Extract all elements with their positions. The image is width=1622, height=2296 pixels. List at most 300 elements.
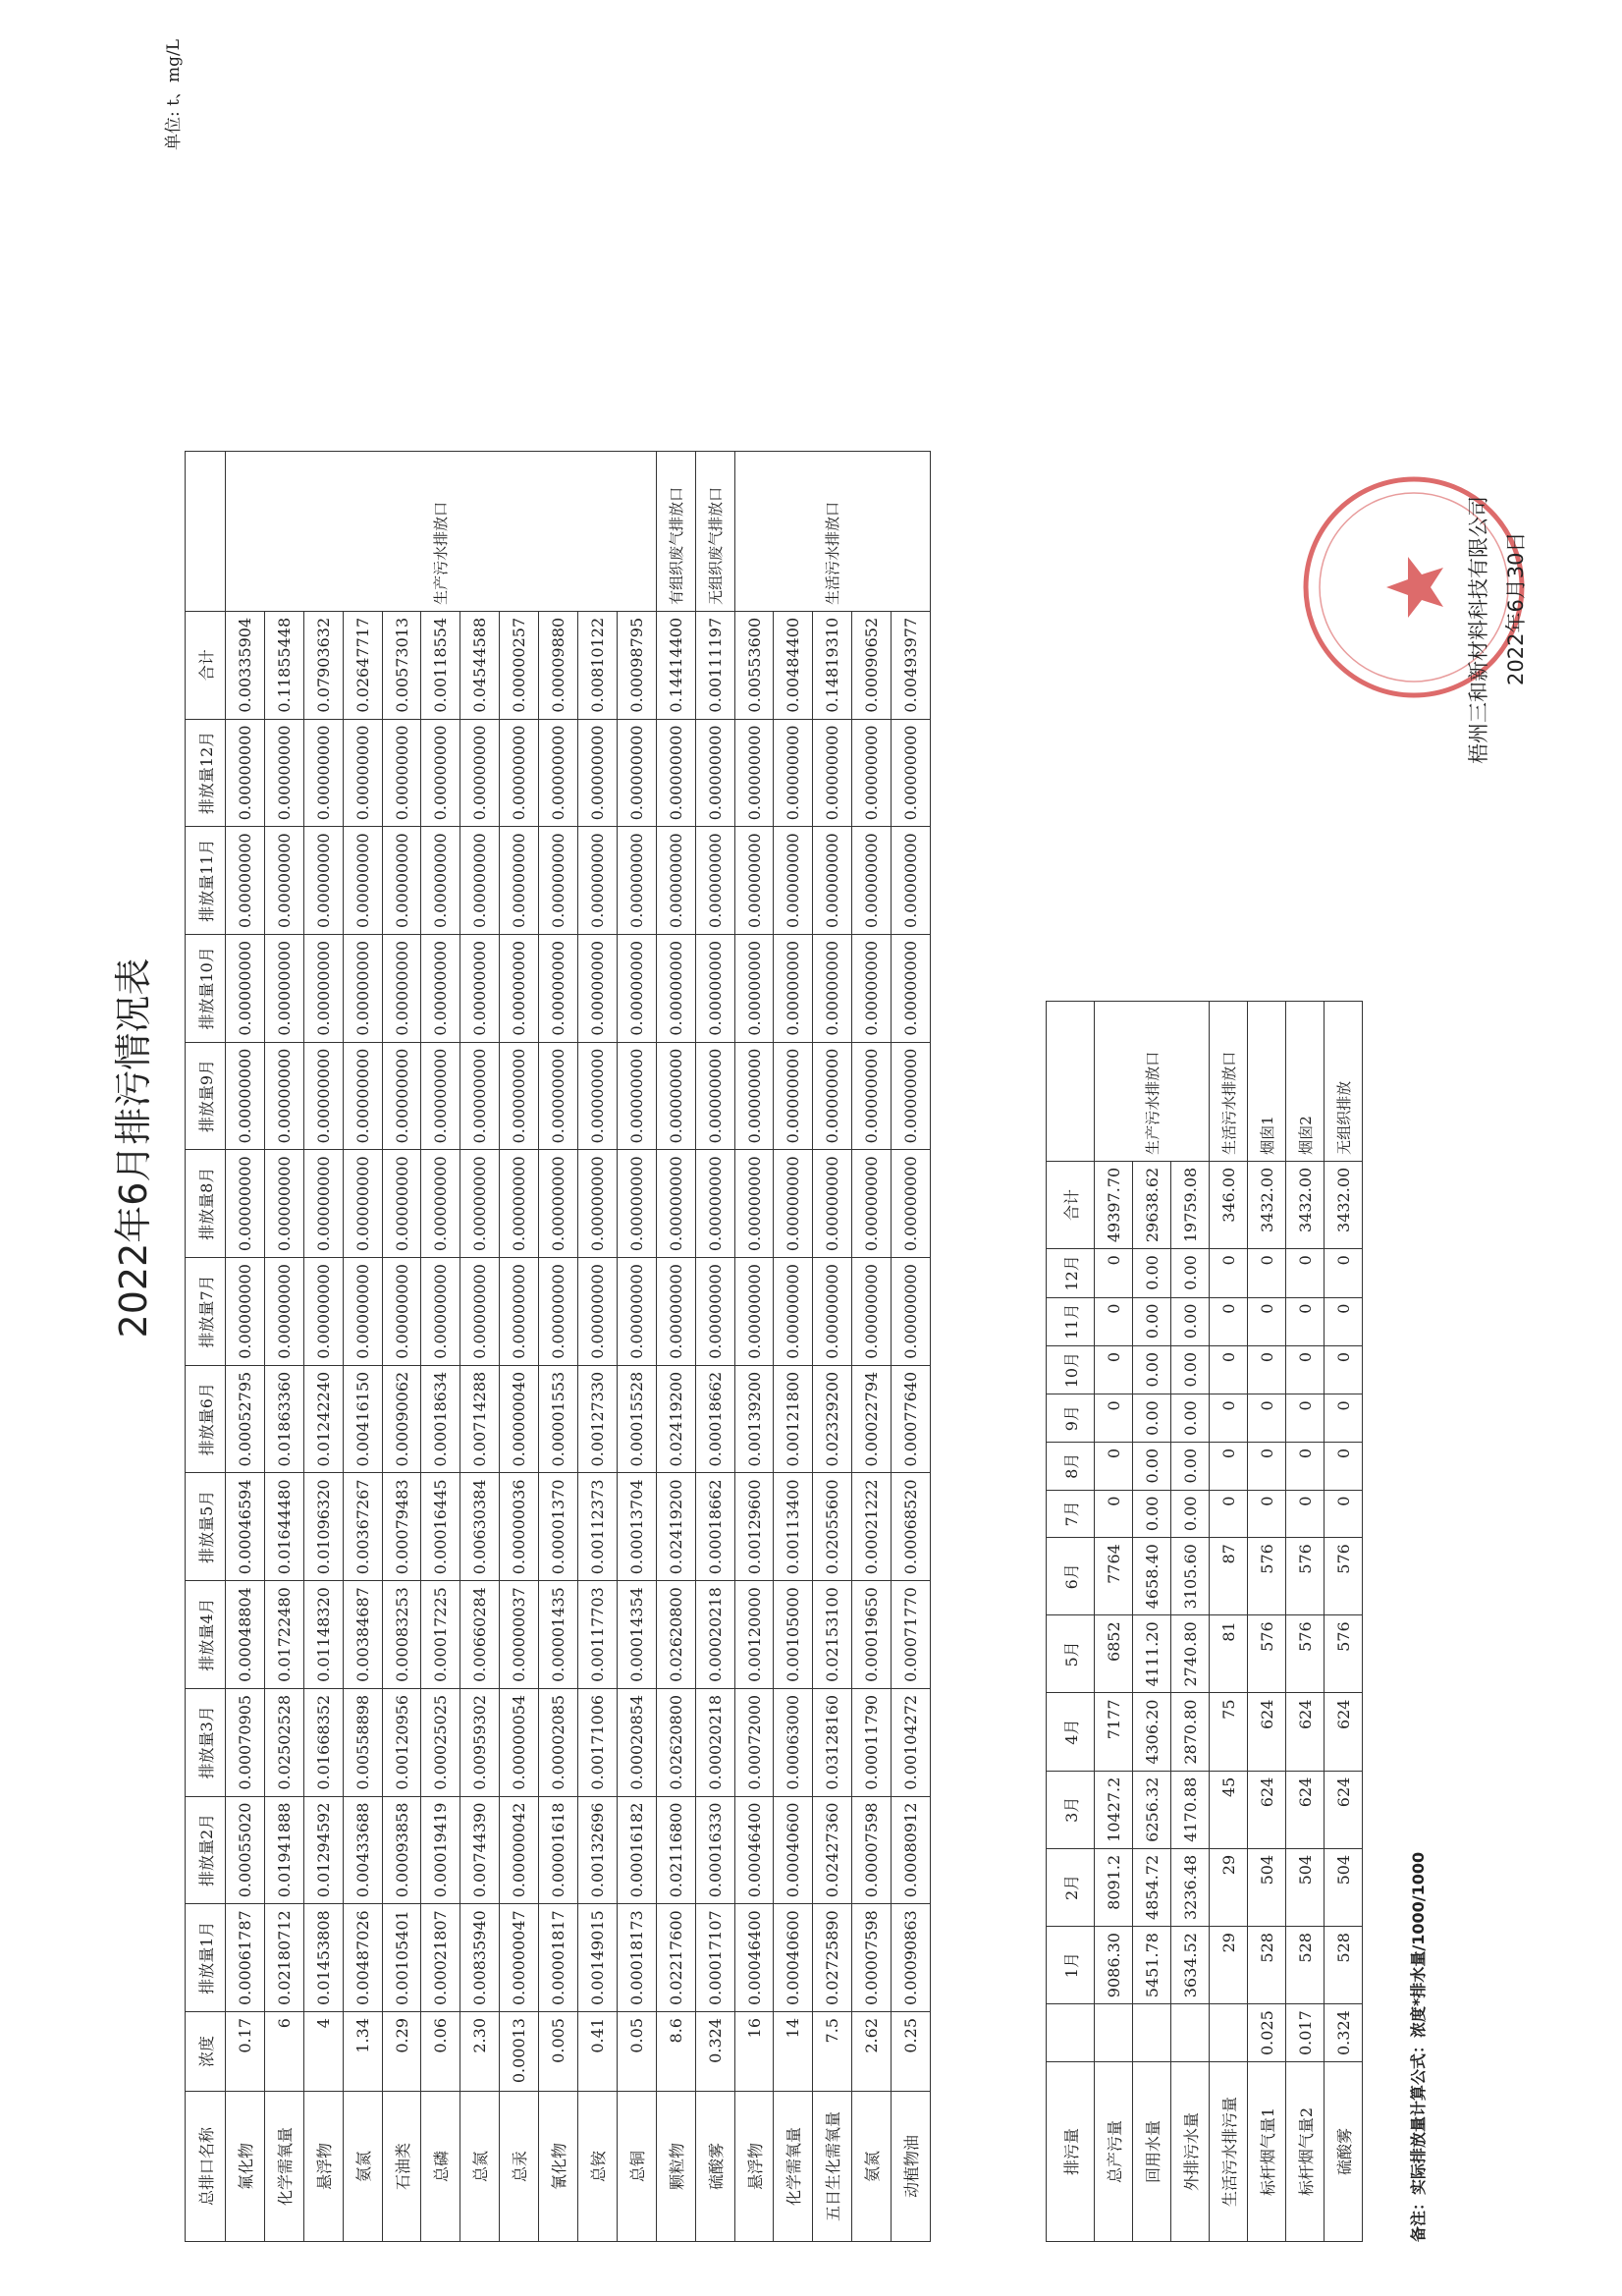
monthly-emission: 0.00000000 [774, 1150, 813, 1258]
monthly-emission: 0.00046400 [734, 1796, 774, 1904]
monthly-volume: 0 [1286, 1249, 1325, 1297]
outlet-name: 生活污水排放口 [1210, 1001, 1248, 1161]
monthly-emission: 0.00000000 [578, 1258, 618, 1366]
monthly-volume: 6256.32 [1133, 1771, 1171, 1848]
table-row [1325, 1001, 1363, 2241]
monthly-emission: 0.00000000 [774, 719, 813, 827]
volume-name: 生活污水排污量 [1210, 2062, 1248, 2242]
company-name: 梧州三和新材料科技有限公司 [1467, 496, 1490, 764]
table-row [1210, 1001, 1248, 2241]
column-header: 排放量9月 [186, 1042, 226, 1150]
monthly-emission: 0.00000000 [421, 934, 460, 1042]
table-row [1133, 1001, 1171, 2241]
monthly-volume: 0 [1210, 1345, 1248, 1394]
monthly-emission: 0.00000000 [421, 827, 460, 935]
monthly-volume: 576 [1248, 1615, 1286, 1693]
monthly-emission: 0.02329200 [813, 1365, 852, 1473]
column-header: 4月 [1047, 1693, 1095, 1771]
monthly-emission: 0.00018662 [695, 1473, 734, 1581]
monthly-volume: 0 [1095, 1394, 1133, 1443]
monthly-volume: 576 [1325, 1615, 1363, 1693]
document-date: 2022年6月30日 [1504, 531, 1528, 685]
table-row [734, 451, 774, 2241]
total-volume: 3432.00 [1286, 1161, 1325, 1248]
monthly-emission: 0.00367267 [343, 1473, 382, 1581]
pollutant-name: 悬浮物 [734, 2092, 774, 2242]
monthly-emission: 0.00000000 [734, 719, 774, 827]
concentration [1171, 2004, 1210, 2062]
monthly-emission: 0.00000000 [734, 1042, 774, 1150]
concentration: 0.17 [226, 2012, 265, 2092]
monthly-emission: 0.00630384 [460, 1473, 500, 1581]
table-row [1171, 1001, 1210, 2241]
monthly-emission: 0.00000000 [303, 827, 343, 935]
volume-name: 外排污水量 [1171, 2062, 1210, 2242]
monthly-emission: 0.02419200 [656, 1365, 695, 1473]
monthly-emission: 0.00007598 [852, 1904, 892, 2012]
document-title: 2022年6月排污情况表 [112, 957, 155, 1339]
monthly-emission: 0.00000000 [264, 1258, 303, 1366]
monthly-emission: 0.00139200 [734, 1365, 774, 1473]
monthly-emission: 0.00090863 [892, 1904, 931, 2012]
column-header: 8月 [1047, 1442, 1095, 1490]
monthly-emission: 0.00000000 [539, 719, 578, 827]
monthly-emission: 0.00744390 [460, 1796, 500, 1904]
outlet-name: 无组织排放 [1325, 1001, 1363, 1161]
volume-name: 标杆烟气量2 [1286, 2062, 1325, 2242]
concentration: 0.324 [1325, 2004, 1363, 2062]
column-header-outlet [186, 451, 226, 611]
concentration: 2.62 [852, 2012, 892, 2092]
concentration [1095, 2004, 1133, 2062]
monthly-emission: 0.02502528 [264, 1688, 303, 1796]
monthly-emission: 0.01941888 [264, 1796, 303, 1904]
monthly-emission: 0.00000000 [813, 719, 852, 827]
monthly-emission: 0.02153100 [813, 1581, 852, 1689]
monthly-emission: 0.00020218 [695, 1688, 734, 1796]
total-volume: 49397.70 [1095, 1161, 1133, 1248]
monthly-emission: 0.00416150 [343, 1365, 382, 1473]
monthly-emission: 0.00000000 [695, 827, 734, 935]
pollutant-name: 氟化物 [226, 2092, 265, 2242]
monthly-volume: 7764 [1095, 1538, 1133, 1615]
pollutant-name: 氨氮 [852, 2092, 892, 2242]
monthly-emission: 0.00072000 [734, 1688, 774, 1796]
outlet-name: 烟囱2 [1286, 1001, 1325, 1161]
total-emission: 0.00573013 [382, 611, 421, 719]
monthly-volume: 528 [1325, 1927, 1363, 2004]
pollutant-name: 总汞 [500, 2092, 539, 2242]
pollutant-name: 石油类 [382, 2092, 421, 2242]
monthly-emission: 0.00384687 [343, 1581, 382, 1689]
concentration: 0.324 [695, 2012, 734, 2092]
monthly-emission: 0.00090062 [382, 1365, 421, 1473]
concentration: 0.25 [892, 2012, 931, 2092]
column-header-outlet [1047, 1001, 1095, 1161]
monthly-emission: 0.02419200 [656, 1473, 695, 1581]
table-row [617, 451, 656, 2241]
total-emission: 0.00009880 [539, 611, 578, 719]
outlet-name: 生产污水排放口 [1095, 1001, 1210, 1161]
table-row [303, 451, 343, 2241]
monthly-emission: 0.00071770 [892, 1581, 931, 1689]
monthly-volume: 0.00 [1133, 1297, 1171, 1345]
monthly-emission: 0.00000000 [539, 1150, 578, 1258]
outlet-name: 烟囱1 [1248, 1001, 1286, 1161]
column-header: 6月 [1047, 1538, 1095, 1615]
monthly-emission: 0.00000000 [303, 1258, 343, 1366]
table-row [774, 451, 813, 2241]
monthly-emission: 0.00000000 [226, 719, 265, 827]
monthly-emission: 0.00000000 [539, 1042, 578, 1150]
column-header: 排放量11月 [186, 827, 226, 935]
monthly-emission: 0.00080912 [892, 1796, 931, 1904]
monthly-emission: 0.00835940 [460, 1904, 500, 2012]
pollutant-name: 硫酸雾 [695, 2092, 734, 2242]
monthly-emission: 0.00000000 [226, 1258, 265, 1366]
concentration: 0.05 [617, 2012, 656, 2092]
monthly-emission: 0.00021807 [421, 1904, 460, 2012]
column-header: 排放量8月 [186, 1150, 226, 1258]
monthly-emission: 0.00022794 [852, 1365, 892, 1473]
volume-name: 回用水量 [1133, 2062, 1171, 2242]
monthly-volume: 0.00 [1171, 1490, 1210, 1538]
monthly-volume: 624 [1248, 1693, 1286, 1771]
monthly-emission: 0.00000000 [578, 1042, 618, 1150]
monthly-emission: 0.00055020 [226, 1796, 265, 1904]
monthly-emission: 0.00000000 [892, 934, 931, 1042]
pollutant-name: 五日生化需氧量 [813, 2092, 852, 2242]
pollutant-name: 悬浮物 [303, 2092, 343, 2242]
monthly-volume: 0.00 [1171, 1249, 1210, 1297]
column-header: 排放量4月 [186, 1581, 226, 1689]
monthly-volume: 0 [1210, 1249, 1248, 1297]
monthly-emission: 0.00000000 [539, 827, 578, 935]
column-header: 排污量 [1047, 2062, 1095, 2242]
monthly-emission: 0.00000000 [892, 1042, 931, 1150]
concentration: 0.017 [1286, 2004, 1325, 2062]
monthly-emission: 0.00063000 [774, 1688, 813, 1796]
monthly-volume: 0 [1248, 1394, 1286, 1443]
monthly-emission: 0.00000000 [303, 934, 343, 1042]
total-emission: 0.07903632 [303, 611, 343, 719]
monthly-volume: 504 [1286, 1848, 1325, 1926]
monthly-emission: 0.03128160 [813, 1688, 852, 1796]
monthly-emission: 0.00000000 [578, 719, 618, 827]
monthly-emission: 0.00000000 [343, 934, 382, 1042]
monthly-emission: 0.00000000 [892, 719, 931, 827]
monthly-emission: 0.00000040 [500, 1365, 539, 1473]
concentration [1133, 2004, 1171, 2062]
column-header: 排放量10月 [186, 934, 226, 1042]
pollutant-name: 总铜 [617, 2092, 656, 2242]
column-header: 浓度 [186, 2012, 226, 2092]
monthly-emission: 0.00018662 [695, 1365, 734, 1473]
monthly-volume: 576 [1286, 1538, 1325, 1615]
column-header: 排放量5月 [186, 1473, 226, 1581]
monthly-volume: 0 [1210, 1490, 1248, 1538]
column-header: 排放量6月 [186, 1365, 226, 1473]
monthly-emission: 0.00016445 [421, 1473, 460, 1581]
monthly-emission: 0.00000000 [852, 1150, 892, 1258]
monthly-emission: 0.00000000 [656, 934, 695, 1042]
concentration: 0.29 [382, 2012, 421, 2092]
monthly-emission: 0.00112373 [578, 1473, 618, 1581]
monthly-volume: 0.00 [1133, 1249, 1171, 1297]
monthly-emission: 0.00000000 [852, 934, 892, 1042]
table-row [695, 451, 734, 2241]
column-header [1047, 2004, 1095, 2062]
monthly-emission: 0.00016330 [695, 1796, 734, 1904]
monthly-emission: 0.00001618 [539, 1796, 578, 1904]
monthly-emission: 0.00020218 [695, 1581, 734, 1689]
total-emission: 0.00484400 [774, 611, 813, 719]
total-emission: 0.00118554 [421, 611, 460, 719]
total-emission: 0.02647717 [343, 611, 382, 719]
monthly-emission: 0.00000000 [734, 1150, 774, 1258]
monthly-emission: 0.00000000 [617, 1258, 656, 1366]
monthly-emission: 0.00017225 [421, 1581, 460, 1689]
monthly-emission: 0.00000000 [303, 719, 343, 827]
monthly-emission: 0.00019650 [852, 1581, 892, 1689]
monthly-emission: 0.00070905 [226, 1688, 265, 1796]
monthly-emission: 0.00061787 [226, 1904, 265, 2012]
monthly-volume: 45 [1210, 1771, 1248, 1848]
monthly-emission: 0.00000000 [226, 1150, 265, 1258]
concentration: 0.025 [1248, 2004, 1286, 2062]
monthly-volume: 0 [1325, 1297, 1363, 1345]
table-row [500, 451, 539, 2241]
emission-table-header [186, 451, 226, 2241]
monthly-volume: 624 [1286, 1771, 1325, 1848]
monthly-volume: 0 [1095, 1490, 1133, 1538]
monthly-emission: 0.00000000 [695, 1042, 734, 1150]
table-row [382, 451, 421, 2241]
monthly-emission: 0.00052795 [226, 1365, 265, 1473]
outlet-name: 无组织废气排放口 [695, 451, 734, 611]
monthly-volume: 9086.30 [1095, 1927, 1133, 2004]
monthly-volume: 0 [1325, 1345, 1363, 1394]
column-header: 排放量3月 [186, 1688, 226, 1796]
monthly-emission: 0.00000000 [852, 1042, 892, 1150]
monthly-volume: 0 [1286, 1394, 1325, 1443]
monthly-emission: 0.00020854 [617, 1688, 656, 1796]
monthly-emission: 0.00120956 [382, 1688, 421, 1796]
monthly-volume: 6852 [1095, 1615, 1133, 1693]
monthly-emission: 0.00000000 [695, 719, 734, 827]
monthly-emission: 0.02427360 [813, 1796, 852, 1904]
monthly-emission: 0.00132696 [578, 1796, 618, 1904]
monthly-emission: 0.00000000 [617, 1150, 656, 1258]
monthly-emission: 0.00000000 [382, 1258, 421, 1366]
monthly-emission: 0.00000000 [382, 1042, 421, 1150]
monthly-emission: 0.00083253 [382, 1581, 421, 1689]
outlet-name: 有组织废气排放口 [656, 451, 695, 611]
total-emission: 0.14414400 [656, 611, 695, 719]
monthly-emission: 0.00714288 [460, 1365, 500, 1473]
monthly-volume: 0 [1095, 1297, 1133, 1345]
monthly-volume: 2870.80 [1171, 1693, 1210, 1771]
monthly-emission: 0.00000042 [500, 1796, 539, 1904]
table-row [1095, 1001, 1133, 2241]
monthly-emission: 0.00002085 [539, 1688, 578, 1796]
monthly-emission: 0.01453808 [303, 1904, 343, 2012]
monthly-emission: 0.02180712 [264, 1904, 303, 2012]
monthly-emission: 0.00000000 [500, 1258, 539, 1366]
monthly-emission: 0.00000000 [656, 1150, 695, 1258]
concentration [1210, 2004, 1248, 2062]
concentration: 0.41 [578, 2012, 618, 2092]
monthly-emission: 0.00016182 [617, 1796, 656, 1904]
column-header: 9月 [1047, 1394, 1095, 1443]
monthly-emission: 0.00000000 [774, 934, 813, 1042]
monthly-emission: 0.00000000 [852, 1258, 892, 1366]
monthly-emission: 0.00000000 [460, 827, 500, 935]
monthly-emission: 0.00018173 [617, 1904, 656, 2012]
pollutant-name: 氰化物 [539, 2092, 578, 2242]
column-header: 合计 [1047, 1161, 1095, 1248]
monthly-emission: 0.02116800 [656, 1796, 695, 1904]
total-emission: 0.00111197 [695, 611, 734, 719]
monthly-volume: 0 [1095, 1442, 1133, 1490]
column-header: 总排口名称 [186, 2092, 226, 2242]
monthly-emission: 0.00000000 [617, 1042, 656, 1150]
column-header: 5月 [1047, 1615, 1095, 1693]
monthly-volume: 8091.2 [1095, 1848, 1133, 1926]
concentration: 14 [774, 2012, 813, 2092]
monthly-emission: 0.00040600 [774, 1796, 813, 1904]
monthly-emission: 0.00014354 [617, 1581, 656, 1689]
monthly-emission: 0.00105401 [382, 1904, 421, 2012]
monthly-emission: 0.00000000 [578, 827, 618, 935]
monthly-emission: 0.00171006 [578, 1688, 618, 1796]
monthly-emission: 0.00120000 [734, 1581, 774, 1689]
company-seal [1296, 469, 1532, 705]
monthly-volume: 0.00 [1133, 1442, 1171, 1490]
column-header: 排放量2月 [186, 1796, 226, 1904]
monthly-emission: 0.00000000 [343, 827, 382, 935]
monthly-volume: 4306.20 [1133, 1693, 1171, 1771]
monthly-volume: 5451.78 [1133, 1927, 1171, 2004]
monthly-emission: 0.00000000 [264, 934, 303, 1042]
monthly-volume: 576 [1248, 1538, 1286, 1615]
monthly-emission: 0.01668352 [303, 1688, 343, 1796]
outlet-name: 生活污水排放口 [734, 451, 930, 611]
total-volume: 3432.00 [1248, 1161, 1286, 1248]
monthly-emission: 0.00000000 [539, 1258, 578, 1366]
monthly-emission: 0.00000000 [656, 719, 695, 827]
monthly-emission: 0.00000000 [813, 1258, 852, 1366]
monthly-emission: 0.00079483 [382, 1473, 421, 1581]
monthly-emission: 0.00129600 [734, 1473, 774, 1581]
pollutant-name: 氨氮 [343, 2092, 382, 2242]
monthly-emission: 0.00018634 [421, 1365, 460, 1473]
monthly-volume: 10427.2 [1095, 1771, 1133, 1848]
monthly-volume: 528 [1248, 1927, 1286, 2004]
monthly-emission: 0.00077640 [892, 1365, 931, 1473]
concentration: 16 [734, 2012, 774, 2092]
monthly-volume: 0 [1325, 1249, 1363, 1297]
monthly-volume: 3236.48 [1171, 1848, 1210, 1926]
monthly-emission: 0.00007598 [852, 1796, 892, 1904]
monthly-volume: 3634.52 [1171, 1927, 1210, 2004]
monthly-emission: 0.00000000 [343, 1042, 382, 1150]
monthly-emission: 0.00000000 [852, 827, 892, 935]
pollutant-name: 总氮 [460, 2092, 500, 2242]
monthly-emission: 0.00000000 [421, 719, 460, 827]
monthly-volume: 0 [1095, 1345, 1133, 1394]
monthly-emission: 0.00046400 [734, 1904, 774, 2012]
monthly-emission: 0.00000000 [695, 934, 734, 1042]
monthly-emission: 0.00017107 [695, 1904, 734, 2012]
monthly-volume: 0 [1286, 1490, 1325, 1538]
total-volume: 3432.00 [1325, 1161, 1363, 1248]
monthly-volume: 81 [1210, 1615, 1248, 1693]
monthly-emission: 0.00487026 [343, 1904, 382, 2012]
monthly-volume: 4658.40 [1133, 1538, 1171, 1615]
volume-name: 硫酸雾 [1325, 2062, 1363, 2242]
monthly-emission: 0.00127330 [578, 1365, 618, 1473]
monthly-volume: 29 [1210, 1927, 1248, 2004]
monthly-volume: 0 [1286, 1345, 1325, 1394]
monthly-emission: 0.00000000 [734, 1258, 774, 1366]
monthly-volume: 0 [1325, 1442, 1363, 1490]
monthly-emission: 0.00013704 [617, 1473, 656, 1581]
monthly-emission: 0.00000000 [264, 1150, 303, 1258]
monthly-emission: 0.00000000 [382, 719, 421, 827]
monthly-emission: 0.00000000 [656, 1042, 695, 1150]
monthly-emission: 0.00000000 [226, 934, 265, 1042]
monthly-volume: 0.00 [1171, 1442, 1210, 1490]
column-header: 3月 [1047, 1771, 1095, 1848]
monthly-volume: 4854.72 [1133, 1848, 1171, 1926]
volume-name: 标杆烟气量1 [1248, 2062, 1286, 2242]
monthly-emission: 0.00000000 [774, 1042, 813, 1150]
total-emission: 0.00493977 [892, 611, 931, 719]
pollutant-name: 总磷 [421, 2092, 460, 2242]
monthly-emission: 0.00000000 [226, 827, 265, 935]
table-row [343, 451, 382, 2241]
monthly-emission: 0.00000000 [813, 827, 852, 935]
column-header: 排放量7月 [186, 1258, 226, 1366]
formula-note: 备注：实际排放量计算公式：浓度*排水量/1000/1000 [1409, 1851, 1428, 2242]
monthly-emission: 0.00000000 [695, 1150, 734, 1258]
monthly-volume: 7177 [1095, 1693, 1133, 1771]
monthly-emission: 0.00000000 [734, 827, 774, 935]
monthly-emission: 0.00000000 [892, 827, 931, 935]
monthly-emission: 0.00660284 [460, 1581, 500, 1689]
monthly-emission: 0.00046594 [226, 1473, 265, 1581]
monthly-emission: 0.00000000 [852, 719, 892, 827]
monthly-emission: 0.00000000 [500, 719, 539, 827]
monthly-emission: 0.00000000 [578, 1150, 618, 1258]
monthly-volume: 624 [1248, 1771, 1286, 1848]
monthly-volume: 29 [1210, 1848, 1248, 1926]
monthly-emission: 0.02620800 [656, 1581, 695, 1689]
monthly-emission: 0.00000000 [500, 934, 539, 1042]
monthly-emission: 0.00113400 [774, 1473, 813, 1581]
table-row [656, 451, 695, 2241]
pollutant-name: 化学需氧量 [264, 2092, 303, 2242]
concentration: 0.005 [539, 2012, 578, 2092]
total-emission: 0.11855448 [264, 611, 303, 719]
table-row [539, 451, 578, 2241]
monthly-volume: 0 [1210, 1297, 1248, 1345]
monthly-volume: 0.00 [1133, 1490, 1171, 1538]
concentration: 8.6 [656, 2012, 695, 2092]
monthly-emission: 0.00000000 [421, 1042, 460, 1150]
monthly-emission: 0.00000000 [226, 1042, 265, 1150]
